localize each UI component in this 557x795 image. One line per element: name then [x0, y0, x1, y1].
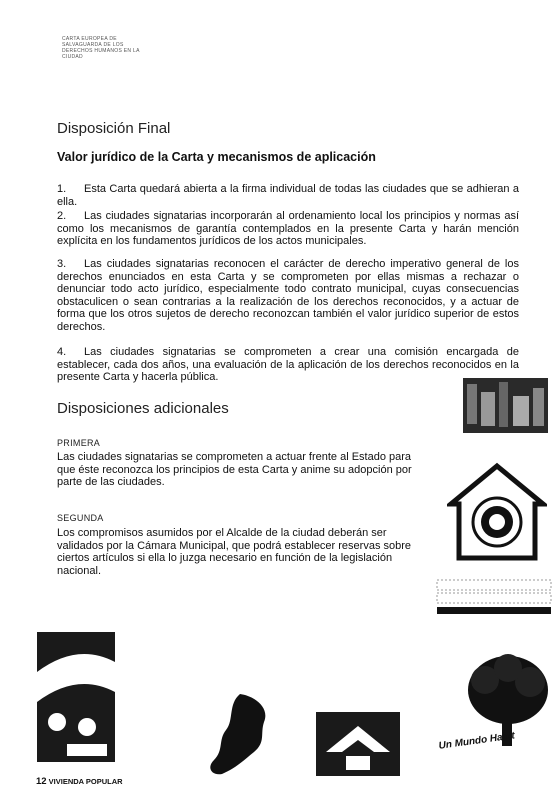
item-number: 3. [57, 258, 67, 270]
item-number: 2. [57, 210, 67, 222]
item-text: Esta Carta quedará abierta a la firma individual de todas las ciudades que se adhieran a ella. [57, 183, 519, 208]
item-text: Las ciudades signatarias incorporarán al ordenamiento local los principios y normas así como los mecanismos de garantía contemplados en la presente Carta y harán mención explícita en los fundamentos jurídicos de los actos municipales. [57, 210, 519, 247]
list-item [57, 183, 519, 208]
item-text: Las ciudades signatarias se comprometen a crear una comisión encargada de establecer, cada dos años, una evaluación de la aplicación de los derechos reconocidos en la presente Carta y hacerla pública. [57, 346, 519, 383]
tree-caption: Un Mundo Habit [438, 730, 516, 752]
block-text: Los compromisos asumidos por el Alcalde de la ciudad deberán ser validados por la Cámara Municipal, que podrá establecer reservas sobre ciertos artículos si ella lo juzga necesario en función de la legislación nacional. [57, 527, 412, 577]
item-text: Las ciudades signatarias reconocen el carácter de derecho imperativo general de los derechos enunciados en esta Carta y se comprometen por ellas mismas a rechazar o denunciar todo acto jurídico, especialmente todo contrato municipal, cuyas consecuencias obstaculicen o sean contrarias a la realización de los derechos reconocidos, y a actuar de forma que los otros sujetos de derecho reconozcan también el valor jurídico superior de estos derechos. [57, 258, 519, 333]
list-item [57, 210, 519, 248]
poster-image [37, 632, 115, 762]
map-silhouette-image [200, 690, 275, 780]
banner-logo-image [435, 578, 553, 618]
block-label: PRIMERA [57, 438, 101, 448]
block-label: SEGUNDA [57, 513, 104, 523]
section-subtitle: Valor jurídico de la Carta y mecanismos de aplicación [57, 150, 376, 164]
item-number: 4. [57, 346, 67, 358]
block-text: Las ciudades signatarias se comprometen a actuar frente al Estado para que éste reconozca los principios de esta Carta y anime su adopción por parte de las ciudades. [57, 451, 412, 488]
section-title-final: Disposición Final [57, 120, 171, 137]
section-title-additional: Disposiciones adicionales [57, 400, 229, 417]
page-footer [36, 776, 123, 787]
list-item [57, 346, 519, 384]
page-number: 12 [36, 776, 47, 787]
city-photo-image [463, 378, 548, 433]
list-item [57, 258, 519, 333]
publication-name: VIVIENDA POPULAR [48, 777, 123, 786]
item-number: 1. [57, 183, 67, 195]
emblem-image [316, 712, 400, 776]
house-logo-icon [447, 462, 547, 562]
header-logo: CARTA EUROPEA DE SALVAGUARDA DE LOS DERECHOS HUMANOS EN LA CIUDAD [62, 36, 140, 60]
